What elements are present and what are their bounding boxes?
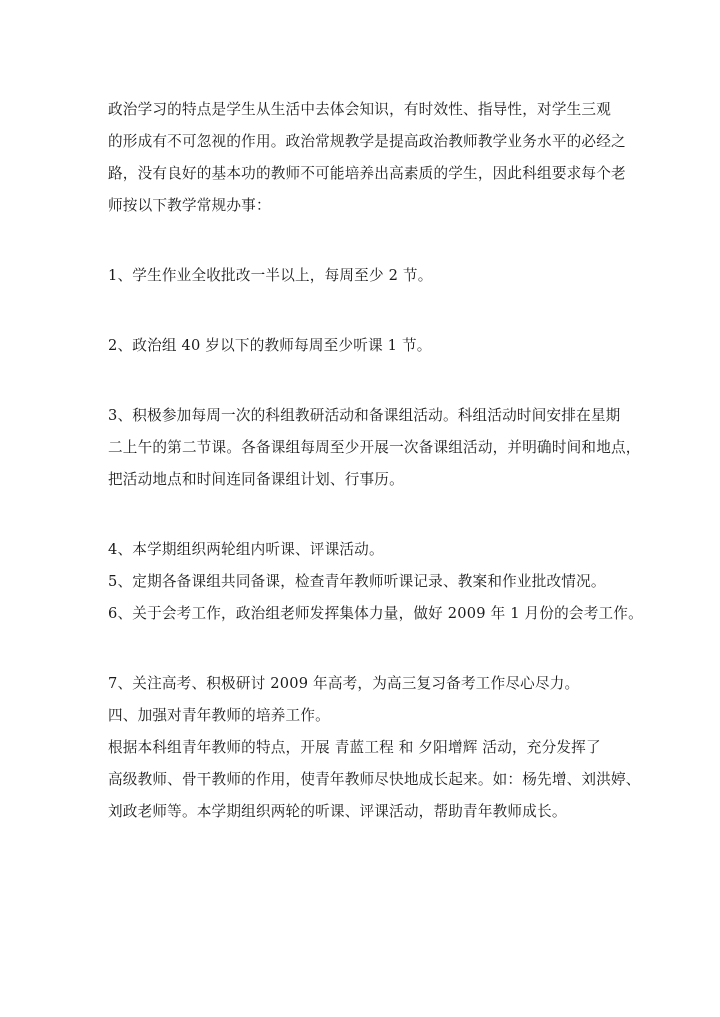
list-item-1 xyxy=(108,260,614,292)
closing-line: 根据本科组青年教师的特点，开展 青蓝工程 和 夕阳增辉 活动，充分发挥了 xyxy=(108,739,601,756)
intro-line: 路，没有良好的基本功的教师不可能培养出高素质的学生，因此科组要求每个老 xyxy=(108,165,626,182)
list-item-6 xyxy=(108,598,643,630)
section-heading-text: 四、加强对青年教师的培养工作。 xyxy=(108,707,330,724)
intro-paragraph xyxy=(108,94,626,222)
list-item-text: 4、本学期组织两轮组内听课、评课活动。 xyxy=(108,541,384,558)
list-item-text: 把活动地点和时间连同备课组计划、行事历。 xyxy=(108,471,404,488)
closing-line: 刘政老师等。本学期组织两轮的听课、评课活动，帮助青年教师成长。 xyxy=(108,803,567,820)
list-item-text: 二上午的第二节课。各备课组每周至少开展一次备课组活动，并明确时间和地点， xyxy=(108,439,641,456)
closing-paragraph xyxy=(108,732,641,828)
list-item-text: 1、学生作业全收批改一半以上，每周至少 2 节。 xyxy=(108,267,433,284)
intro-line: 师按以下教学常规办事： xyxy=(108,197,271,214)
list-item-text: 5、定期各备课组共同备课，检查青年教师听课记录、教案和作业批改情况。 xyxy=(108,573,606,590)
list-item-text: 6、关于会考工作，政治组老师发挥集体力量，做好 2009 年 1 月份的会考工作。 xyxy=(108,605,643,622)
list-item-text: 2、政治组 40 岁以下的教师每周至少听课 1 节。 xyxy=(108,337,432,354)
section-heading xyxy=(108,700,614,732)
document-page xyxy=(108,94,643,828)
list-item-text: 3、积极参加每周一次的科组教研活动和备课组活动。科组活动时间安排在星期 xyxy=(108,407,621,424)
list-item-5 xyxy=(108,566,614,598)
list-item-3 xyxy=(108,400,641,496)
list-item-7 xyxy=(108,668,614,700)
list-item-4 xyxy=(108,534,614,566)
list-item-2 xyxy=(108,330,614,362)
intro-line: 政治学习的特点是学生从生活中去体会知识，有时效性、指导性，对学生三观 xyxy=(108,101,611,118)
closing-line: 高级教师、骨干教师的作用，使青年教师尽快地成长起来。如：杨先增、刘洪婷、 xyxy=(108,771,641,788)
list-item-text: 7、关注高考、积极研讨 2009 年高考，为高三复习备考工作尽心尽力。 xyxy=(108,675,580,692)
intro-line: 的形成有不可忽视的作用。政治常规教学是提高政治教师教学业务水平的必经之 xyxy=(108,133,626,150)
